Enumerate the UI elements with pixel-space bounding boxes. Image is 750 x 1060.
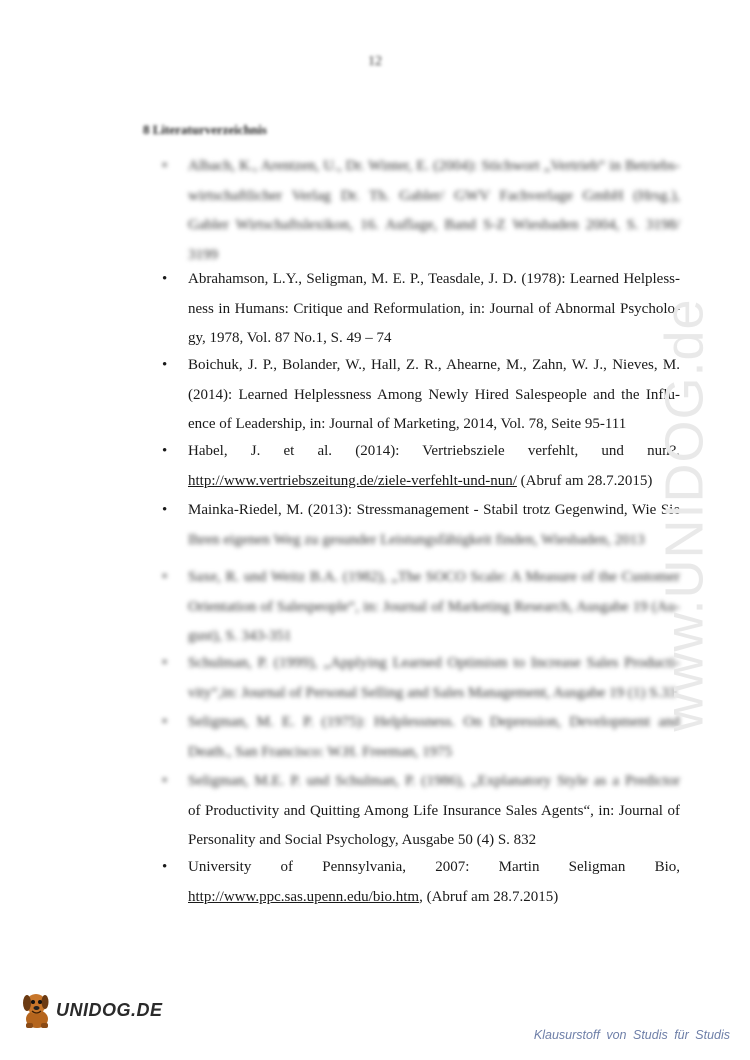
reference-item (162, 496, 682, 555)
reference-item (162, 767, 682, 856)
reference-text (188, 437, 680, 496)
watermark-text: www.UNIDOG.de (655, 298, 715, 732)
reference-item (162, 437, 682, 496)
reference-line: Orientation of Salespeople“, in: Journal of Marketing Research, Ausgabe 19 (Au- (188, 598, 680, 615)
reference-line: gy, 1978, Vol. 87 No.1, S. 49 – 74 (188, 330, 392, 346)
reference-line: Seligman, M. E. P. (1975): Helplessness. On Depression, Development and (188, 714, 680, 730)
reference-item (162, 152, 682, 270)
reference-line: wirtschaftlicher Verlag Dr. Th. Gabler/ GWV Fachverlage GmbH (Hrsg.), (188, 187, 680, 204)
reference-line-with-link (188, 467, 680, 497)
reference-line: Death., San Francisco: W.H. Freeman, 1975 (188, 743, 453, 760)
bullet-icon: • (162, 569, 168, 585)
reference-line: Albach, K., Arentzen, U., Dr. Winter, E. (2004): Stichwort „Vertrieb“ in Betriebs- (188, 158, 680, 174)
reference-line: 3199 (188, 246, 218, 263)
reference-line: ness in Humans: Critique and Reformulation, in: Journal of Abnormal Psycholo- (188, 300, 680, 317)
reference-line: Seligman, M.E. P. und Schulman, P. (1986), „Explanatory Style as a Predictor (188, 773, 680, 789)
bullet-icon: • (162, 271, 168, 287)
reference-text (188, 563, 680, 652)
reference-text (188, 853, 680, 912)
reference-text (188, 767, 680, 856)
reference-item (162, 265, 682, 354)
reference-text (188, 265, 680, 354)
reference-line: Boichuk, J. P., Bolander, W., Hall, Z. R., Ahearne, M., Zahn, W. J., Nieves, M. (188, 357, 680, 373)
reference-line: vity“,in: Journal of Personal Selling and Sales Management, Ausgabe 19 (1) S.33 (188, 684, 677, 701)
reference-line: ence of Leadership, in: Journal of Marketing, 2014, Vol. 78, Seite 95-111 (188, 416, 627, 432)
reference-line: Mainka-Riedel, M. (2013): Stressmanagement - Stabil trotz Gegenwind, Wie Sie (188, 502, 680, 518)
reference-text (188, 649, 680, 708)
reference-item (162, 351, 682, 440)
bullet-icon: • (162, 443, 168, 459)
reference-text (188, 708, 680, 767)
footer-tagline: Klausurstoff von Studis für Studis (533, 1028, 730, 1042)
dog-mascot-icon (20, 990, 54, 1030)
reference-line: gust), S. 343-351 (188, 628, 292, 644)
bullet-icon: • (162, 357, 168, 373)
logo-text: UNIDOG.DE (56, 999, 163, 1020)
bullet-icon: • (162, 773, 168, 789)
reference-link[interactable]: http://www.vertriebszeitung.de/ziele-verfehlt-und-nun/ (188, 472, 517, 489)
reference-line-with-link (188, 883, 680, 913)
reference-line: Schulman, P. (1999), „Applying Learned Optimism to Increase Sales Producti- (188, 655, 680, 671)
reference-text (188, 496, 680, 555)
reference-link-suffix: (Abruf am 28.7.2015) (516, 472, 653, 489)
reference-line: University of Pennsylvania, 2007: Martin Seligman Bio, (188, 859, 680, 875)
reference-link-suffix: , (Abruf am 28.7.2015) (419, 888, 559, 905)
bullet-icon: • (162, 502, 168, 518)
reference-line: (2014): Learned Helplessness Among Newly Hired Salespeople and the Influ- (188, 386, 680, 403)
reference-text (188, 351, 680, 440)
reference-item (162, 853, 682, 912)
watermark (640, 280, 730, 750)
unidog-logo (20, 990, 163, 1030)
reference-line: of Productivity and Quitting Among Life Insurance Sales Agents“, in: Journal of (188, 802, 680, 819)
reference-line: Abrahamson, L.Y., Seligman, M. E. P., Teasdale, J. D. (1978): Learned Helpless- (188, 271, 680, 287)
reference-line: Personality and Social Psychology, Ausgabe 50 (4) S. 832 (188, 832, 537, 848)
reference-item (162, 563, 682, 652)
bullet-icon: • (162, 859, 168, 875)
reference-link[interactable]: http://www.ppc.sas.upenn.edu/bio.htm (188, 888, 420, 905)
reference-line: Gabler Wirtschaftslexikon, 16. Auflage, Band S-Z Wiesbaden 2004, S. 3198/ (188, 217, 680, 233)
bullet-icon: • (162, 714, 168, 730)
reference-line: Habel, J. et al. (2014): Vertriebsziele verfehlt, und nun?, (188, 443, 680, 459)
reference-text (188, 152, 680, 270)
section-heading: 8 Literaturverzeichnis (143, 122, 267, 137)
bullet-icon: • (162, 158, 168, 174)
reference-item (162, 708, 682, 767)
bullet-icon: • (162, 655, 168, 671)
reference-line: Ihren eigenen Weg zu gesunder Leistungsfähigkeit finden, Wiesbaden, 2013 (188, 531, 645, 548)
reference-item (162, 649, 682, 708)
reference-line: Saxe, R. und Weitz B.A. (1982), „The SOCO Scale: A Measure of the Customer (188, 569, 680, 585)
page-number: 12 (368, 54, 382, 69)
